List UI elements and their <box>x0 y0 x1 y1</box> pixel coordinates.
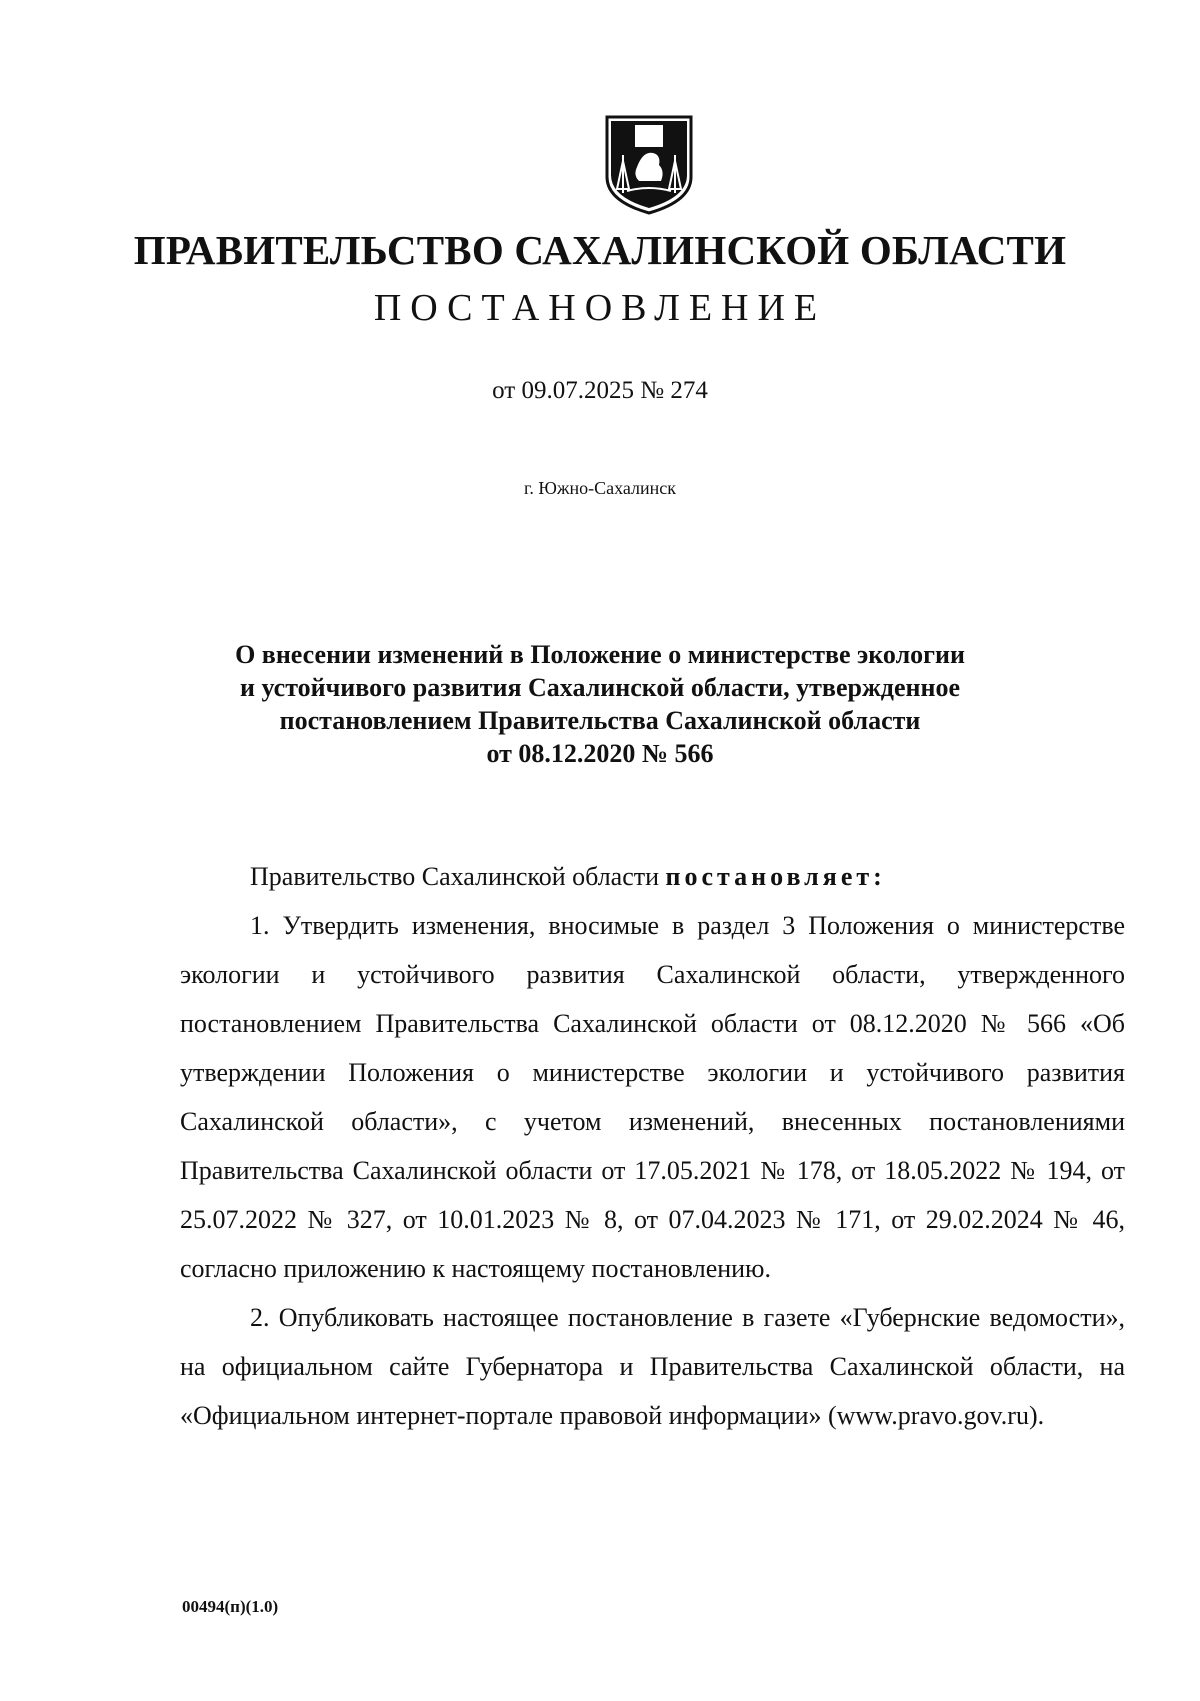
document-code: 00494(п)(1.0) <box>182 1597 279 1616</box>
subject-line: от 08.12.2020 № 566 <box>486 739 714 768</box>
document-subject <box>0 638 1200 770</box>
document-body <box>180 852 1125 1440</box>
document-type: ПОСТАНОВЛЕНИЕ <box>373 287 827 329</box>
document-city: г. Южно-Сахалинск <box>523 478 677 498</box>
resolution-item-1: 1. Утвердить изменения, вносимые в раздел 3 Положения о министерстве экологии и устойчивого развития Сахалинской области, утвержденного постановлением Правительства Сахалинской области от 08.12.2020 № 566 «Об утверждении Положения о министерстве экологии и устойчивого развития Сахалинской области», с учетом изменений, внесенных постановлениями Правительства Сахалинской области от 17.05.2021 № 178, от 18.05.2022 № 194, от 25.07.2022 № 327, от 10.01.2023 № 8, от 07.04.2023 № 171, от 29.02.2024 № 46, согласно приложению к настоящему постановлению. <box>180 911 1125 1283</box>
resolution-intro <box>180 852 1125 901</box>
sakhalin-coat-of-arms-icon <box>603 115 695 215</box>
subject-line: О внесении изменений в Положение о министерстве экологии <box>235 640 965 669</box>
resolution-item-2: 2. Опубликовать настоящее постановление в газете «Губернские ведомости», на официальном сайте Губернатора и Правительства Сахалинской области, на «Официальном интернет-портале правовой информации» (www.pravo.gov.ru). <box>180 1303 1125 1430</box>
intro-emphasis: постановляет: <box>665 862 886 891</box>
government-title: ПРАВИТЕЛЬСТВО САХАЛИНСКОЙ ОБЛАСТИ <box>133 227 1067 273</box>
document-date-number: от 09.07.2025 № 274 <box>492 377 708 404</box>
subject-line: постановлением Правительства Сахалинской области <box>279 706 921 735</box>
intro-text: Правительство Сахалинской области <box>250 862 666 891</box>
subject-line: и устойчивого развития Сахалинской области, утвержденное <box>239 673 960 702</box>
